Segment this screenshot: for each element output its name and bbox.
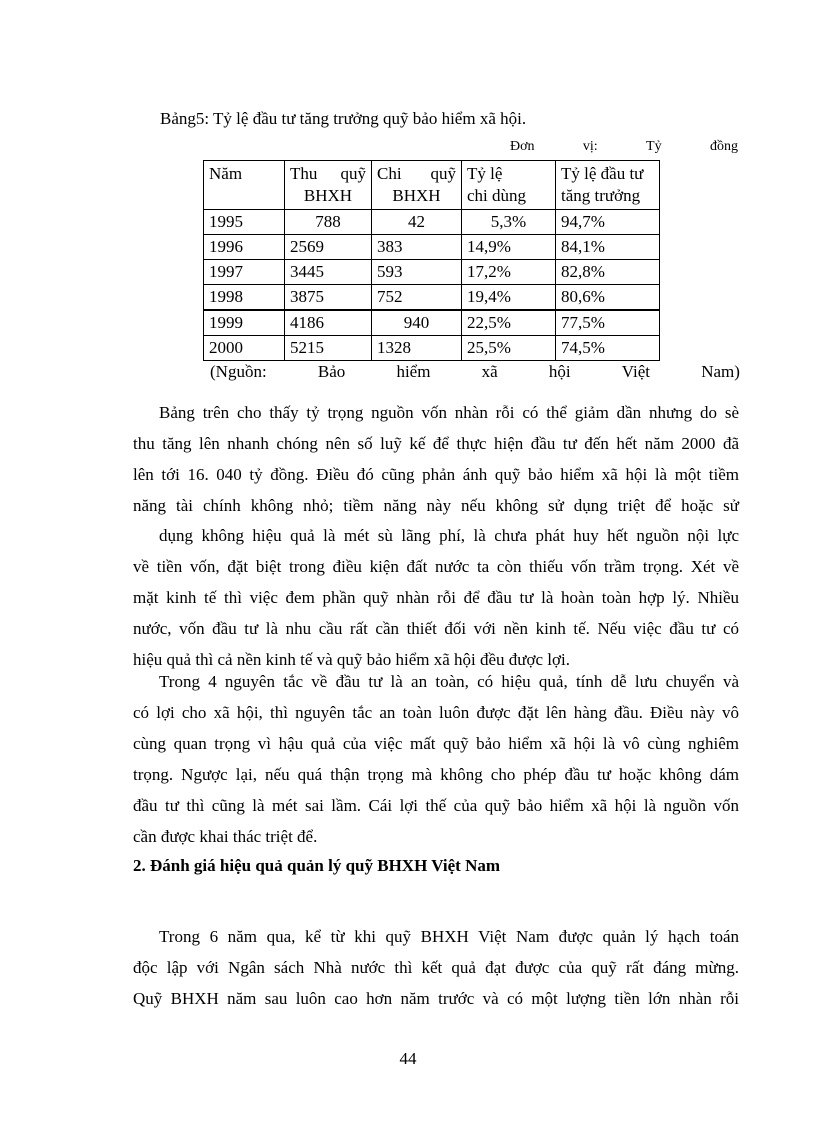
fund-table — [203, 160, 660, 361]
unit-word: vị: — [582, 139, 598, 154]
cell-expense: 752 — [372, 285, 462, 311]
table-row — [204, 310, 660, 336]
cell-year: 1999 — [204, 310, 285, 336]
cell-year: 1996 — [204, 235, 285, 260]
table-row — [204, 210, 660, 235]
cell-revenue: 2569 — [285, 235, 372, 260]
unit-label — [510, 139, 738, 155]
header-cell-spend-ratio: Tỷ lệ chi dùng — [462, 161, 556, 210]
cell-invest-ratio: 80,6% — [556, 285, 660, 311]
table-row — [204, 336, 660, 361]
paragraph-2: dụng không hiệu quả là mét sù lãng phí, là chưa phát huy hết nguồn nội lực về tiền vốn, đặt biệt trong điều kiện đất nước ta còn thiếu vốn trầm trọng. Xét về mặt kinh tế thì việc đem phần quỹ nhàn rỗi để đầu tư là hoàn toàn hợp lý. Nhiều nước, vốn đầu tư là nhu cầu rất cần thiết đối với nền kinh tế. Nếu việc đầu tư có hiệu quả thì cả nền kinh tế và quỹ bảo hiểm xã hội đều được lợi. — [133, 526, 739, 669]
cell-year: 2000 — [204, 336, 285, 361]
page-number: 44 — [399, 1049, 417, 1068]
cell-invest-ratio: 82,8% — [556, 260, 660, 285]
cell-spend-ratio: 19,4% — [462, 285, 556, 311]
cell-spend-ratio: 5,3% — [462, 210, 556, 235]
cell-spend-ratio: 17,2% — [462, 260, 556, 285]
cell-revenue: 5215 — [285, 336, 372, 361]
cell-expense: 383 — [372, 235, 462, 260]
cell-spend-ratio: 25,5% — [462, 336, 556, 361]
paragraph-4: Trong 6 năm qua, kể từ khi quỹ BHXH Việt Nam được quản lý hạch toán độc lập với Ngân sách Nhà nước thì kết quả đạt được của quỹ rất đáng mừng. Quỹ BHXH năm sau luôn cao hơn năm trước và có một lượng tiền lớn nhàn rỗi — [133, 927, 739, 1008]
cell-year: 1997 — [204, 260, 285, 285]
cell-expense: 1328 — [372, 336, 462, 361]
cell-expense: 42 — [372, 210, 462, 235]
cell-revenue: 4186 — [285, 310, 372, 336]
header-cell-expense: Chi quỹ BHXH — [372, 161, 462, 210]
cell-spend-ratio: 22,5% — [462, 310, 556, 336]
header-cell-year: Năm — [204, 161, 285, 210]
table-caption: Bảng5: Tỷ lệ đầu tư tăng trưởng quỹ bảo hiểm xã hội. — [160, 109, 527, 128]
cell-year: 1995 — [204, 210, 285, 235]
header-cell-invest-ratio: Tỷ lệ đầu tư tăng trưởng — [556, 161, 660, 210]
cell-invest-ratio: 77,5% — [556, 310, 660, 336]
section-heading: 2. Đánh giá hiệu quả quản lý quỹ BHXH Việt Nam — [133, 856, 501, 875]
paragraph-3: Trong 4 nguyên tắc về đầu tư là an toàn, có hiệu quả, tính dễ lưu chuyển và có lợi cho xã hội, thì nguyên tắc an toàn luôn được đặt lên hàng đầu. Điều này vô cùng quan trọng vì hậu quả của việc mất quỹ bảo hiểm xã hội là vô cùng nghiêm trọng. Ngược lại, nếu quá thận trọng mà không cho phép đầu tư hoặc không dám đầu tư thì cũng là mét sai lầm. Cái lợi thế của quỹ bảo hiểm xã hội là nguồn vốn cần được khai thác triệt để. — [133, 672, 739, 846]
table-row — [204, 235, 660, 260]
paragraph-1: Bảng trên cho thấy tỷ trọng nguồn vốn nhàn rỗi có thể giảm dần nhưng do sè thu tăng lên nhanh chóng nên số luỹ kế để thực hiện đầu tư đến hết năm 2000 đã lên tới 16. 040 tỷ đồng. Điều đó cũng phản ánh quỹ bảo hiểm xã hội là một tiềm năng tài chính không nhỏ; tiềm năng này nếu không sử dụng triệt để hoặc sử — [133, 403, 739, 515]
unit-word: Tỷ — [646, 139, 662, 154]
cell-invest-ratio: 74,5% — [556, 336, 660, 361]
table-row — [204, 285, 660, 311]
cell-invest-ratio: 94,7% — [556, 210, 660, 235]
cell-spend-ratio: 14,9% — [462, 235, 556, 260]
table-source: (Nguồn: Bảo hiểm xã hội Việt Nam) — [210, 362, 740, 381]
unit-word: Đơn — [510, 139, 535, 154]
table-header-row — [204, 161, 660, 210]
cell-revenue: 788 — [285, 210, 372, 235]
cell-revenue: 3445 — [285, 260, 372, 285]
cell-expense: 940 — [372, 310, 462, 336]
cell-expense: 593 — [372, 260, 462, 285]
cell-revenue: 3875 — [285, 285, 372, 311]
table-row — [204, 260, 660, 285]
header-cell-revenue: Thu quỹ BHXH — [285, 161, 372, 210]
unit-word: đồng — [709, 139, 738, 154]
cell-year: 1998 — [204, 285, 285, 311]
cell-invest-ratio: 84,1% — [556, 235, 660, 260]
